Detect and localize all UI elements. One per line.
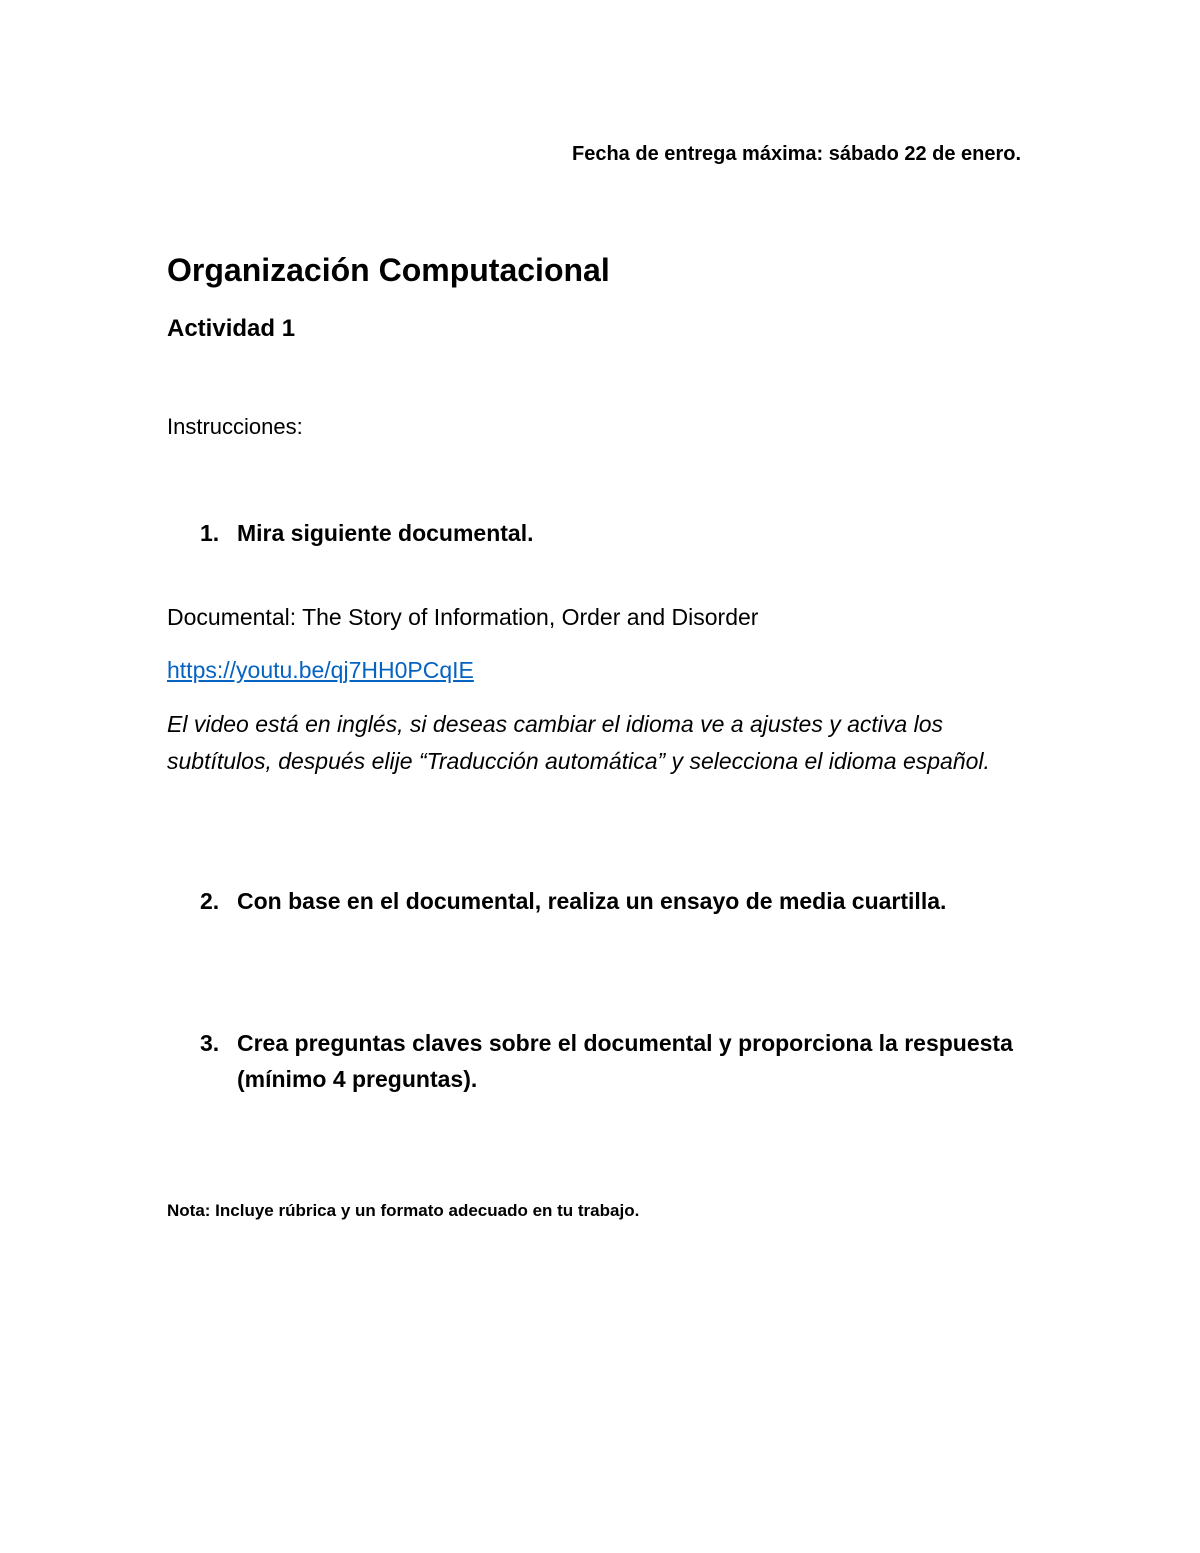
instructions-label: Instrucciones:: [167, 414, 303, 439]
step-item-2: [200, 883, 1020, 919]
step-text: Crea preguntas claves sobre el documental y proporciona la respuesta (mínimo 4 preguntas).: [237, 1030, 1013, 1092]
document-title: Organización Computacional: [167, 252, 610, 288]
final-note: Nota: Incluye rúbrica y un formato adecuado en tu trabajo.: [167, 1201, 640, 1220]
step-text: Mira siguiente documental.: [237, 520, 534, 546]
step-item-1: [200, 515, 1020, 551]
step-text: Con base en el documental, realiza un ensayo de media cuartilla.: [237, 888, 947, 914]
documentary-title-line: Documental: The Story of Information, Order and Disorder: [167, 604, 759, 630]
youtube-link[interactable]: https://youtu.be/qj7HH0PCqIE: [167, 657, 474, 683]
video-language-note: El video está en inglés, si deseas cambiar el idioma ve a ajustes y activa los subtítulos, después elije “Traducción automática” y selecciona el idioma español.: [167, 711, 990, 774]
step-item-3: [200, 1025, 1040, 1097]
due-date-text: Fecha de entrega máxima: sábado 22 de enero.: [572, 143, 1022, 165]
activity-subtitle: Actividad 1: [167, 315, 296, 342]
step-number: 2.: [200, 888, 220, 914]
step-number: 1.: [200, 520, 220, 546]
step-number: 3.: [200, 1030, 220, 1056]
